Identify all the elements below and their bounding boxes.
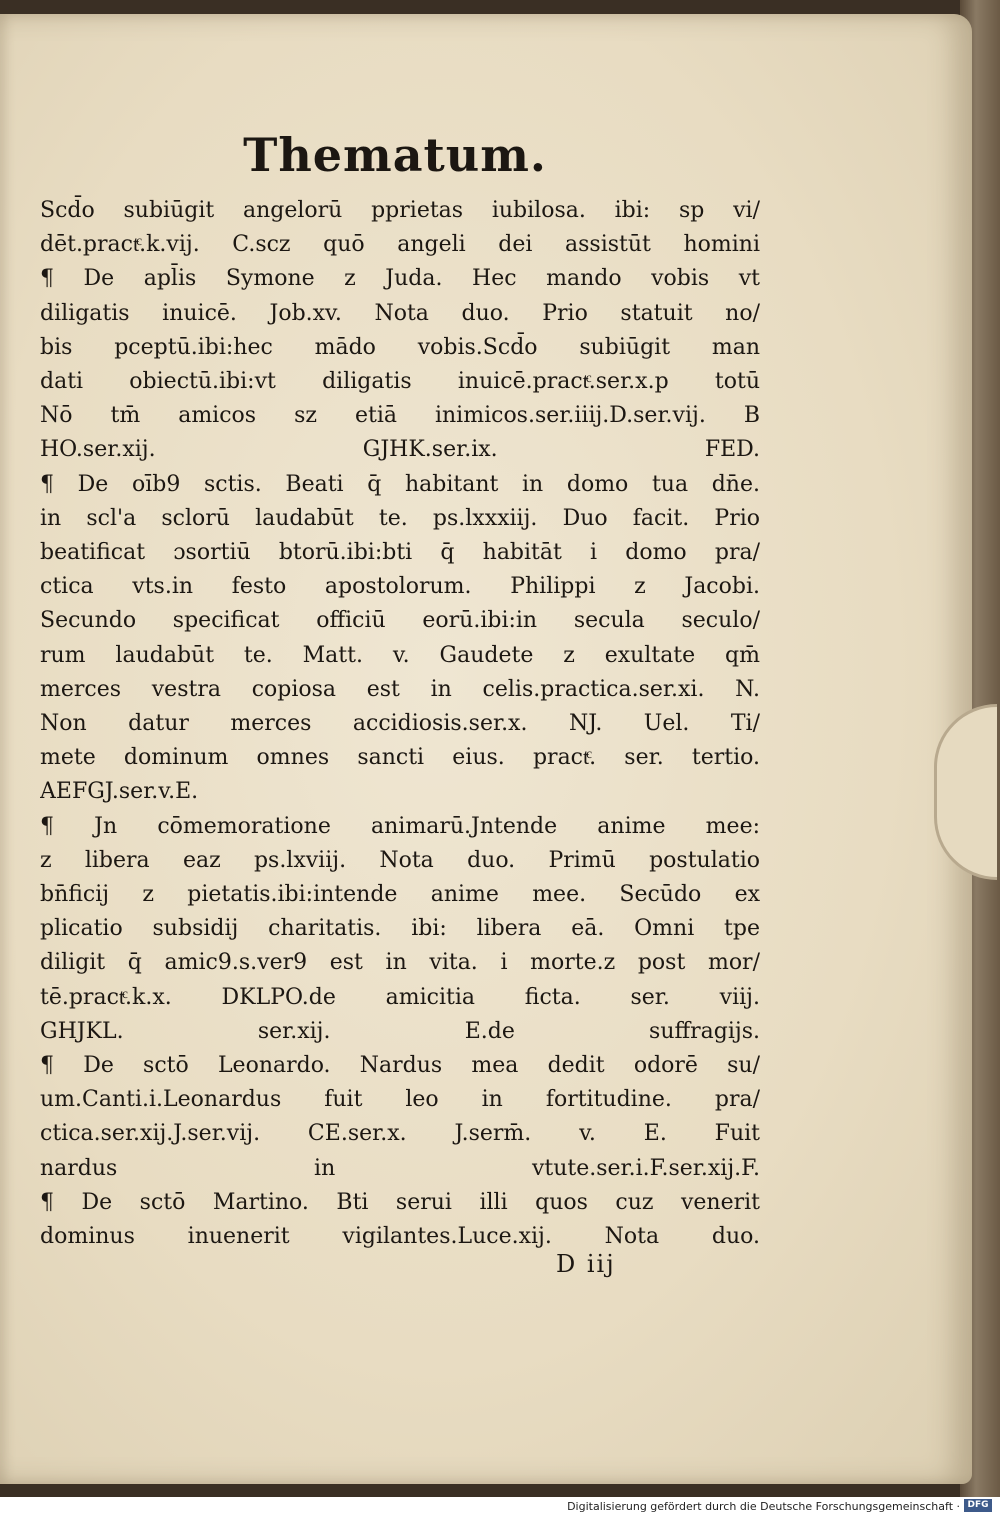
text-line: merces vestra copiosa est in celis.practica.ser.xi. N. (40, 676, 760, 702)
text-line: dēt.practͨ.k.vij. C.scz quō angeli dei assistūt homini (40, 232, 760, 258)
signature-mark: D iij (556, 1250, 616, 1278)
text-line: mete dominum omnes sancti eius. practͨ. ser. tertio. (40, 745, 760, 771)
page-fold (934, 704, 997, 880)
text-line: um.Canti.i.Leonardus fuit leo in fortitudine. pra/ (40, 1087, 760, 1113)
dfg-logo-icon: DFG (964, 1499, 992, 1512)
text-line: nardus in vtute.ser.i.F.ser.xij.F. (40, 1155, 760, 1181)
text-line: Nō tm̄ amicos sz etiā inimicos.ser.iiij.D.ser.vij. B (40, 403, 760, 429)
text-line: ¶ De oīb9 sctis. Beati q̄ habitant in domo tua dn̄e. (40, 471, 760, 497)
text-line: Scd̄o subiūgit angelorū pprietas iubilosa. ibi: sp vi/ (40, 198, 760, 223)
text-line: AEFGJ.ser.v.E. (40, 779, 199, 805)
text-line: bn̄ficij z pietatis.ibi:intende anime mee. Secūdo ex (40, 882, 760, 908)
text-line: dati obiectū.ibi:vt diligatis inuicē.practͨ.ser.x.p totū (40, 369, 760, 395)
text-line: ctica.ser.xij.J.ser.vij. CE.ser.x. J.serm̄. v. E. Fuit (40, 1121, 760, 1147)
footer-credit: Digitalisierung gefördert durch die Deutsche Forschungsgemeinschaft · (567, 1500, 960, 1513)
text-line: tē.practͨ.k.x. DKLPO.de amicitia ficta. ser. viij. (40, 984, 760, 1010)
text-line: ¶ De sctō Martino. Bti serui illi quos cuz venerit (40, 1189, 760, 1215)
text-line: rum laudabūt te. Matt. v. Gaudete z exultate qm̄ (40, 642, 760, 668)
text-line: z libera eaz ps.lxviij. Nota duo. Primū postulatio (40, 847, 760, 873)
text-line: ¶ Jn cōmemoratione animarū.Jntende anime mee: (40, 813, 760, 839)
text-line: HO.ser.xij. GJHK.ser.ix. FED. (40, 437, 760, 463)
text-line: Secundo specificat officiū eorū.ibi:in secula seculo/ (40, 608, 760, 634)
page-heading: Thematum. (243, 128, 547, 182)
text-line: in scl'a sclorū laudabūt te. ps.lxxxiij. Duo facit. Prio (40, 505, 760, 531)
text-line: Non datur merces accidiosis.ser.x. NJ. Uel. Ti/ (40, 711, 760, 737)
body-text (40, 194, 760, 1254)
text-line: ¶ De sctō Leonardo. Nardus mea dedit odorē su/ (40, 1053, 760, 1079)
text-line: diligatis inuicē. Job.xv. Nota duo. Prio statuit no/ (40, 300, 760, 326)
text-line: beatificat ɔsortiū btorū.ibi:bti q̄ habitāt i domo pra/ (40, 540, 760, 566)
text-line: ctica vts.in festo apostolorum. Philippi z Jacobi. (40, 574, 760, 600)
text-line: bis pceptū.ibi:hec mādo vobis.Scd̄o subiūgit man (40, 334, 760, 360)
text-line: GHJKL. ser.xij. E.de suffragijs. (40, 1018, 760, 1044)
text-line: diligit q̄ amic9.s.ver9 est in vita. i morte.z post mor/ (40, 950, 760, 976)
text-line: ¶ De apl̄is Symone z Juda. Hec mando vobis vt (40, 266, 760, 292)
text-line: dominus inuenerit vigilantes.Luce.xij. Nota duo. (40, 1224, 760, 1250)
text-line: plicatio subsidij charitatis. ibi: libera eā. Omni tpe (40, 916, 760, 942)
